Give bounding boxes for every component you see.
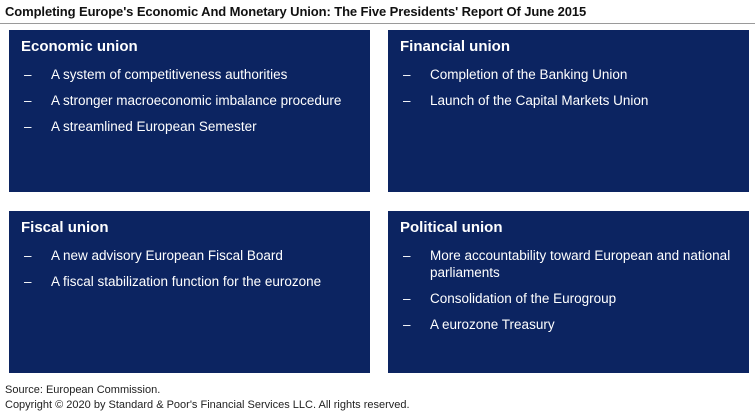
dash-bullet: –: [403, 248, 411, 263]
dash-bullet: –: [24, 93, 32, 108]
dash-bullet: –: [403, 93, 411, 108]
list-item: [400, 290, 739, 307]
list-item-text: A stronger macroeconomic imbalance procedure: [51, 93, 342, 108]
panel-political-union: [388, 211, 749, 373]
list-item-text: A eurozone Treasury: [430, 317, 555, 332]
panel-heading: Economic union: [21, 38, 138, 55]
panel-item-list: [400, 66, 739, 109]
dash-bullet: –: [24, 274, 32, 289]
panel-heading: Political union: [400, 219, 503, 236]
dash-bullet: –: [403, 291, 411, 306]
dash-bullet: –: [24, 67, 32, 82]
dash-bullet: –: [403, 317, 411, 332]
list-item-text: A fiscal stabilization function for the eurozone: [51, 274, 322, 289]
list-item-text: Consolidation of the Eurogroup: [430, 291, 617, 306]
list-item-text: A new advisory European Fiscal Board: [51, 248, 283, 263]
panel-heading: Fiscal union: [21, 219, 109, 236]
panel-heading: Financial union: [400, 38, 511, 55]
dash-bullet: –: [403, 67, 411, 82]
panel-economic-union: [9, 30, 370, 192]
list-item-text: Launch of the Capital Markets Union: [430, 93, 649, 108]
title-divider: [0, 23, 755, 24]
list-item: [21, 118, 360, 135]
list-item-text: A streamlined European Semester: [51, 119, 257, 134]
list-item: [21, 247, 360, 264]
panel-item-list: [21, 247, 360, 290]
list-item-text: Completion of the Banking Union: [430, 67, 628, 82]
copyright-note: Copyright © 2020 by Standard & Poor's Financial Services LLC. All rights reserved.: [5, 399, 410, 411]
panel-financial-union: [388, 30, 749, 192]
figure-title: Completing Europe's Economic And Monetary Union: The Five Presidents' Report Of June 2015: [5, 4, 587, 19]
panel-item-list: [400, 247, 739, 333]
list-item-text: A system of competitiveness authorities: [51, 67, 288, 82]
source-note: Source: European Commission.: [5, 384, 161, 396]
dash-bullet: –: [24, 119, 32, 134]
list-item: [400, 316, 739, 333]
list-item: [400, 92, 739, 109]
list-item: [400, 247, 739, 281]
list-item-text: More accountability toward European and national parliaments: [430, 248, 731, 280]
panel-item-list: [21, 66, 360, 135]
list-item: [21, 92, 360, 109]
list-item: [21, 273, 360, 290]
list-item: [400, 66, 739, 83]
panel-fiscal-union: [9, 211, 370, 373]
dash-bullet: –: [24, 248, 32, 263]
list-item: [21, 66, 360, 83]
